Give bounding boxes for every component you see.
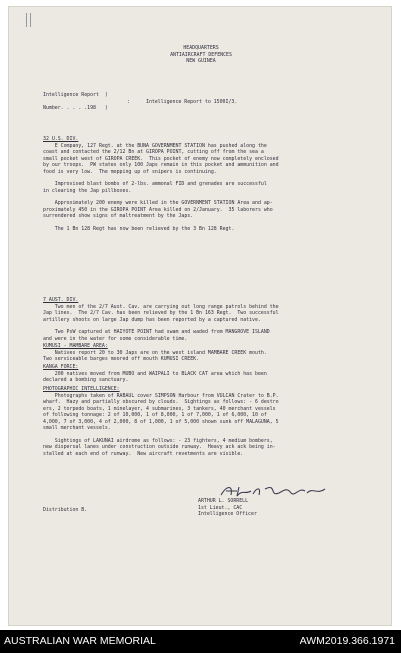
section-heading: PHOTOGRAPHIC INTELLIGENCE: xyxy=(43,386,120,392)
report-line: new dispersal lanes under construction outside runway. Heavy ack ack being in- xyxy=(43,444,276,450)
report-line: food is very low. The mopping up of snipers is continuing. xyxy=(43,168,217,175)
report-line: Jap lines. The 2/7 Cav. has been relieved by the 1 Bn 163 Regt. Two successful xyxy=(43,310,279,316)
footer-accession-number: AWM2019.366.1971 xyxy=(299,635,395,647)
report-line: The 1 Bn 128 Regt has now been relieved by the 3 Bn 128 Regt. xyxy=(43,225,235,232)
ref-colon: : xyxy=(127,98,130,105)
report-label: Intelligence Report ) xyxy=(43,92,108,98)
report-line: Natives report 20 to 30 Japs are on the west island MAMBARE CREEK mouth. xyxy=(43,349,267,356)
section-heading: 32 U.S. DIV. xyxy=(43,136,79,142)
number-label: Number. . . . .198 ) xyxy=(43,105,108,111)
report-line: Two serviceable barges moored off mouth KUMUSI CREEK. xyxy=(43,356,200,362)
report-line: Two PsW captured at HAIYOTE POINT had swam and waded from MANGROVE ISLAND xyxy=(43,329,270,335)
report-line: stalled at each end of runway. New aircraft revetments are visible. xyxy=(43,450,244,457)
signatory-rank: 1st Lieut., CAC xyxy=(198,504,243,511)
report-line: artillery shoots on large Jap dump has been reported by a captured native. xyxy=(43,316,261,323)
report-line: surrendered show signs of maltreatment by the Japs. xyxy=(43,213,194,219)
report-line: declared a bombing sanctuary. xyxy=(43,377,129,383)
report-line: by our troops. PW states only 100 Japs remain in this pocket and ammunition and xyxy=(43,162,279,168)
report-reference: Intelligence Report to 1500I/3. xyxy=(146,98,238,105)
report-line: 4,000, 7 of 3,000, 4 of 2,000, 8 of 1,000, 1 of 5,000 shown sunk off MALAGUNA, 5 xyxy=(43,418,279,425)
report-line: small pocket west of GIROPA CREEK. This pocket of enemy now completely enclosed xyxy=(43,155,279,162)
report-line: Sightings of LAKUNAI airdrome as follows: - 23 fighters, 4 medium bombers, xyxy=(43,437,273,444)
report-line: Two men of the 2/7 Aust. Cav. are carrying out long range patrols behind the xyxy=(43,303,279,310)
report-line: in clearing the Jap pillboxes. xyxy=(43,187,132,194)
signatory-title: Intelligence Officer xyxy=(198,511,257,517)
distribution-line: Distribution B. xyxy=(43,507,88,513)
report-line: Improvised blast bombs of 2-lbs. ammonal FID and grenades are successful xyxy=(43,181,267,187)
document-sheet xyxy=(8,6,392,626)
signatory-name: ARTHUR L. SORRELL xyxy=(198,498,249,504)
staple-marks xyxy=(26,13,31,27)
section-heading: KANGA FORCE: xyxy=(43,364,79,370)
report-line: E Company, 127 Regt. at the BUNA GOVERNMENT STATION has pushed along the xyxy=(43,142,267,149)
section-heading: KUMUSI - MAMBARE AREA: xyxy=(43,343,108,349)
report-line: small merchant vessels. xyxy=(43,425,111,431)
header-line-3: NEW GUINEA xyxy=(186,58,216,64)
archive-footer xyxy=(0,630,401,653)
report-line: proximately 450 in the GIROPA POINT Area killed on 2/January. 35 laborers who xyxy=(43,206,273,213)
header-line-2: ANTIAIRCRAFT DEFENCES xyxy=(170,51,232,58)
footer-institution: AUSTRALIAN WAR MEMORIAL xyxy=(4,635,156,647)
report-line: Photographs taken of RABAUL cover SIMPSON Harbour from VULCAN Crater to B.P. xyxy=(43,392,279,399)
section-heading: 7 AUST. DIV. xyxy=(43,297,79,303)
report-line: and were in the water for some considerable time. xyxy=(43,335,188,342)
header-line-1: HEADQUARTERS xyxy=(183,45,219,51)
report-line: ers, 2 torpedo boats, 1 minelayer, 4 submarines, 3 tankers, 40 merchant vessels xyxy=(43,405,276,412)
report-line: 200 natives moved from MUBO and WAIPALI to BLACK CAT area which has been xyxy=(43,370,267,377)
report-line: coast and contacted the 2/12 Bn at GIROPA POINT, cutting off from the sea a xyxy=(43,149,264,155)
report-line: Approximately 200 enemy were killed in the GOVERNMENT STATION Area and ap- xyxy=(43,200,273,206)
report-line: of following tonnage: 2 of 10,000, 1 of 8,000, 1 of 7,000, 1 of 6,000, 10 of xyxy=(43,412,267,418)
report-line: wharf. Hazy and partially obscured by clouds. Sightings as follows: - 6 destro xyxy=(43,399,279,405)
